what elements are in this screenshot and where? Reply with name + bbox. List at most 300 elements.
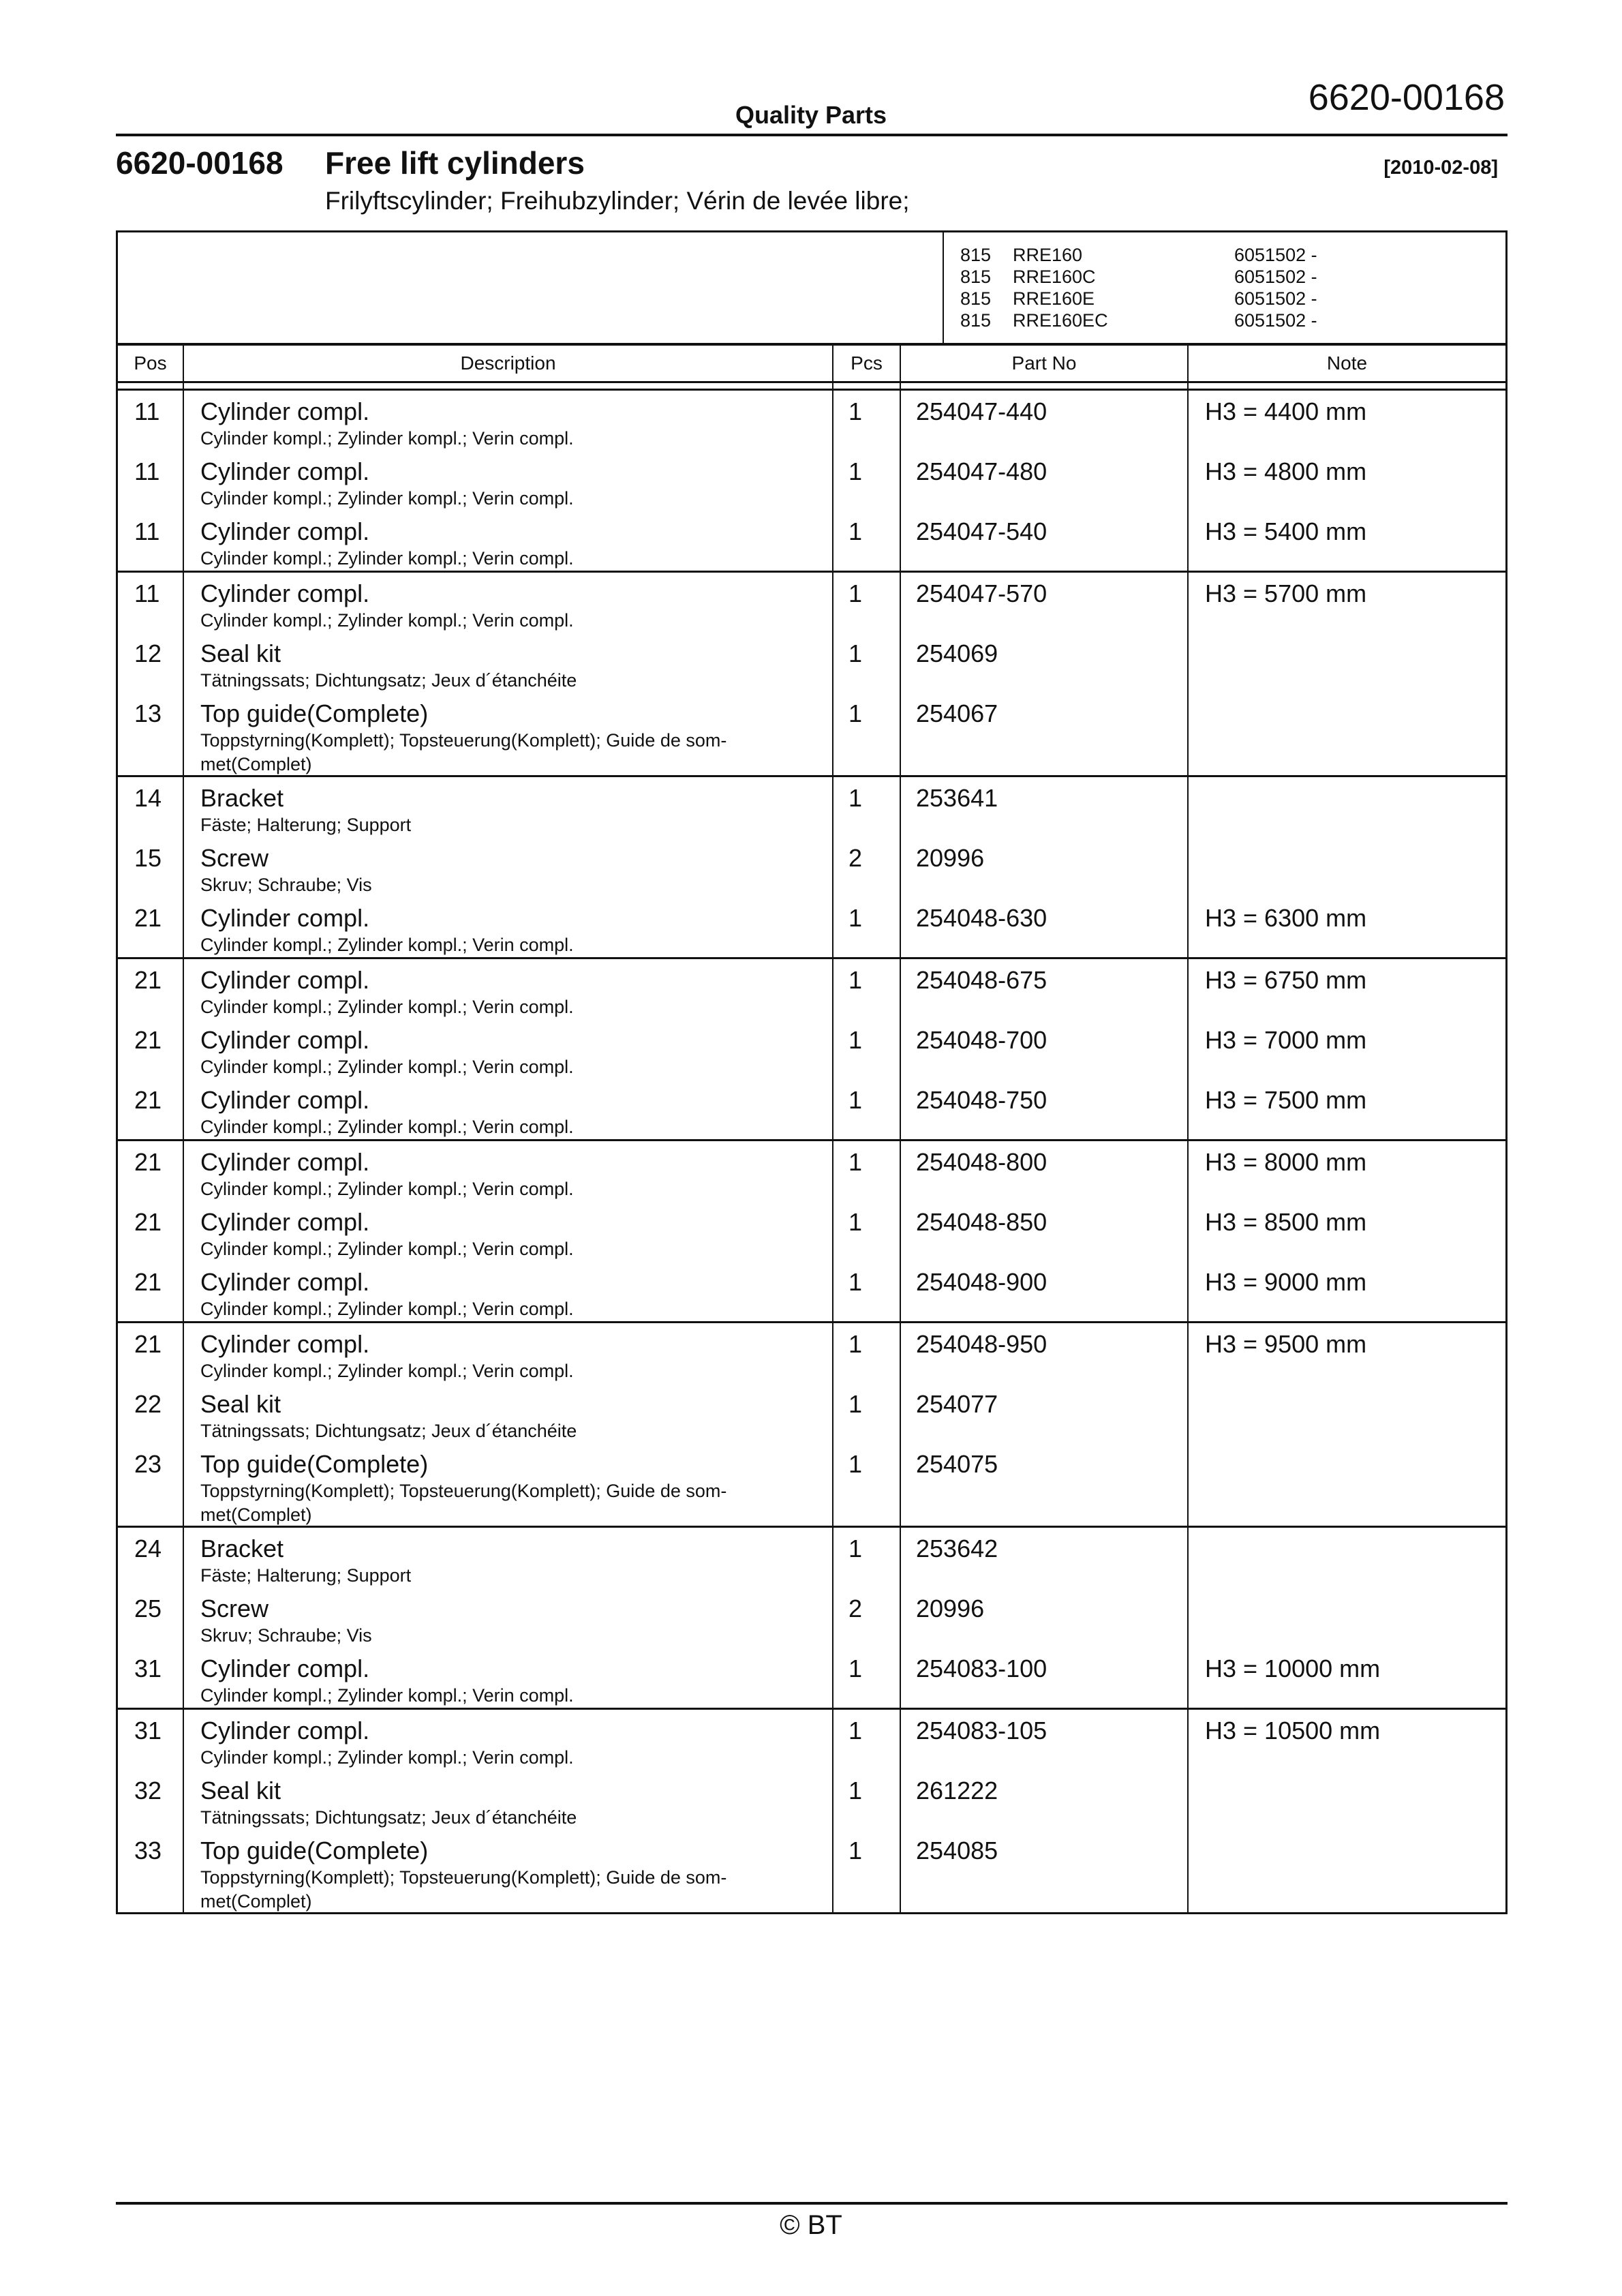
table-row <box>1189 1383 1505 1443</box>
note-value: H3 = 10000 mm <box>1205 1655 1381 1682</box>
part-number: 254067 <box>916 699 998 727</box>
table-row <box>1189 1141 1505 1201</box>
model-row <box>960 309 1317 331</box>
table-row <box>901 1710 1187 1770</box>
table-row <box>118 1323 183 1383</box>
table-row <box>833 1261 900 1321</box>
table-row <box>184 511 832 571</box>
table-header-row <box>118 346 1505 383</box>
column-header-pcs: Pcs <box>833 346 901 381</box>
table-row <box>901 633 1187 693</box>
pcs-cell-column <box>833 777 901 957</box>
table-row <box>1189 1710 1505 1770</box>
part-number: 254048-700 <box>916 1026 1047 1054</box>
description-main: Top guide(Complete) <box>200 699 429 727</box>
model-name: RRE160 <box>1013 245 1083 265</box>
description-main: Screw <box>200 1595 269 1622</box>
model-serial: 6051502 - <box>1234 245 1317 265</box>
table-row <box>833 1648 900 1708</box>
table-row <box>901 451 1187 511</box>
pcs-cell-column <box>833 1710 901 1912</box>
table-row <box>1189 1443 1505 1526</box>
gap-cell <box>1189 383 1505 389</box>
pcs-value: 1 <box>848 784 863 812</box>
model-serial: 6051502 - <box>1234 267 1317 287</box>
table-row <box>833 1710 900 1770</box>
description-translations: Cylinder kompl.; Zylinder kompl.; Verin compl. <box>200 428 574 449</box>
note-cell-column <box>1189 959 1505 1139</box>
part-number: 254048-750 <box>916 1086 1047 1114</box>
part-number: 254047-440 <box>916 397 1047 425</box>
header-title: Quality Parts <box>735 101 887 129</box>
table-row <box>184 1141 832 1201</box>
description-cell-column <box>184 1710 833 1912</box>
description-cell-column <box>184 1528 833 1708</box>
pos-value: 13 <box>134 699 162 727</box>
table-body <box>118 391 1505 1912</box>
note-value: H3 = 6750 mm <box>1205 966 1367 994</box>
table-row <box>901 1261 1187 1321</box>
table-row <box>184 693 832 775</box>
table-row <box>901 511 1187 571</box>
part-number: 254047-540 <box>916 517 1047 545</box>
description-main: Seal kit <box>200 1390 281 1418</box>
table-row <box>833 1141 900 1201</box>
pcs-cell-column <box>833 391 901 571</box>
part-no-cell-column <box>901 573 1189 775</box>
description-main: Bracket <box>200 1535 284 1562</box>
table-row <box>118 1383 183 1443</box>
table-row <box>833 1201 900 1261</box>
note-value: H3 = 5700 mm <box>1205 579 1367 607</box>
description-main: Cylinder compl. <box>200 1330 370 1358</box>
description-main: Cylinder compl. <box>200 397 370 425</box>
model-row <box>960 266 1317 288</box>
pos-value: 11 <box>134 579 160 607</box>
table-row <box>833 777 900 837</box>
pos-value: 25 <box>134 1595 162 1622</box>
model-code: 815 <box>960 310 992 331</box>
table-row <box>901 1141 1187 1201</box>
table-row <box>901 959 1187 1019</box>
description-translations: Cylinder kompl.; Zylinder kompl.; Verin compl. <box>200 610 574 631</box>
table-row <box>1189 1528 1505 1588</box>
pcs-value: 1 <box>848 1148 863 1176</box>
pos-value: 12 <box>134 639 162 667</box>
pcs-value: 1 <box>848 397 863 425</box>
table-row <box>1189 1323 1505 1383</box>
model-code: 815 <box>960 267 992 287</box>
header-double-rule <box>118 383 1505 391</box>
part-number: 254083-105 <box>916 1717 1047 1744</box>
table-row <box>1189 1648 1505 1708</box>
pcs-cell-column <box>833 1528 901 1708</box>
description-translations: Tätningssats; Dichtungsatz; Jeux d´étanchéite <box>200 670 577 691</box>
pos-cell-column <box>118 959 184 1139</box>
pcs-cell-column <box>833 573 901 775</box>
table-row <box>118 897 183 957</box>
note-value: H3 = 10500 mm <box>1205 1717 1381 1744</box>
part-number: 254048-630 <box>916 904 1047 932</box>
description-translations: Cylinder kompl.; Zylinder kompl.; Verin compl. <box>200 1747 574 1768</box>
footer-divider <box>116 2202 1508 2205</box>
pos-value: 21 <box>134 1026 162 1054</box>
table-row <box>118 1019 183 1079</box>
table-row <box>184 959 832 1019</box>
description-main: Bracket <box>200 784 284 812</box>
part-number: 254083-100 <box>916 1655 1047 1682</box>
table-row <box>118 1648 183 1708</box>
table-row <box>1189 1019 1505 1079</box>
part-no-cell-column <box>901 959 1189 1139</box>
part-no-cell-column <box>901 1710 1189 1912</box>
note-value: H3 = 7000 mm <box>1205 1026 1367 1054</box>
table-row <box>184 897 832 957</box>
pcs-value: 1 <box>848 1655 863 1682</box>
table-row <box>833 633 900 693</box>
description-main: Cylinder compl. <box>200 904 370 932</box>
pos-value: 24 <box>134 1535 162 1562</box>
pos-value: 11 <box>134 457 160 485</box>
table-row <box>118 693 183 775</box>
pcs-value: 1 <box>848 1330 863 1358</box>
note-cell-column <box>1189 1323 1505 1526</box>
description-cell-column <box>184 1141 833 1321</box>
table-row <box>901 837 1187 897</box>
part-number: 253642 <box>916 1535 998 1562</box>
pos-value: 15 <box>134 844 162 872</box>
pos-value: 21 <box>134 1208 162 1236</box>
pcs-value: 1 <box>848 1717 863 1744</box>
part-number: 254048-950 <box>916 1330 1047 1358</box>
pos-value: 32 <box>134 1777 162 1804</box>
part-number: 253641 <box>916 784 998 812</box>
part-number: 254048-900 <box>916 1268 1047 1296</box>
description-main: Cylinder compl. <box>200 966 370 994</box>
pcs-value: 1 <box>848 1837 863 1864</box>
description-translations: Cylinder kompl.; Zylinder kompl.; Verin compl. <box>200 1239 574 1259</box>
pos-cell-column <box>118 1323 184 1526</box>
section-number: 6620-00168 <box>116 145 284 181</box>
table-row <box>833 1588 900 1648</box>
note-value: H3 = 9000 mm <box>1205 1268 1367 1296</box>
description-main: Cylinder compl. <box>200 1148 370 1176</box>
pcs-value: 1 <box>848 1086 863 1114</box>
description-cell-column <box>184 1323 833 1526</box>
table-row <box>118 1079 183 1139</box>
table-row <box>833 511 900 571</box>
model-row <box>960 244 1317 266</box>
pos-value: 21 <box>134 1086 162 1114</box>
description-translations: Cylinder kompl.; Zylinder kompl.; Verin compl. <box>200 488 574 509</box>
model-serial: 6051502 - <box>1234 288 1317 309</box>
note-cell-column <box>1189 1528 1505 1708</box>
table-row <box>184 391 832 451</box>
part-number: 254048-850 <box>916 1208 1047 1236</box>
pos-value: 21 <box>134 1148 162 1176</box>
table-row <box>118 777 183 837</box>
table-row <box>833 1079 900 1139</box>
table-row <box>1189 959 1505 1019</box>
table-row <box>184 777 832 837</box>
pcs-value: 1 <box>848 457 863 485</box>
table-row <box>901 391 1187 451</box>
table-row-group <box>118 1528 1505 1710</box>
table-row <box>184 573 832 633</box>
table-row <box>184 837 832 897</box>
table-row <box>118 573 183 633</box>
description-translations: Toppstyrning(Komplett); Topsteuerung(Komplett); Guide de som-met(Complet) <box>200 1481 727 1525</box>
pcs-value: 2 <box>848 844 863 872</box>
part-number: 254048-675 <box>916 966 1047 994</box>
table-row <box>833 837 900 897</box>
pos-value: 31 <box>134 1717 162 1744</box>
table-row <box>184 1323 832 1383</box>
description-translations: Cylinder kompl.; Zylinder kompl.; Verin compl. <box>200 1057 574 1077</box>
pcs-value: 1 <box>848 1535 863 1562</box>
table-row <box>184 1019 832 1079</box>
table-row <box>833 391 900 451</box>
pos-value: 23 <box>134 1450 162 1478</box>
pcs-value: 1 <box>848 639 863 667</box>
part-number: 254085 <box>916 1837 998 1864</box>
table-row <box>833 451 900 511</box>
note-value: H3 = 9500 mm <box>1205 1330 1367 1358</box>
description-cell-column <box>184 777 833 957</box>
table-row <box>1189 1261 1505 1321</box>
description-main: Screw <box>200 844 269 872</box>
table-row <box>833 1383 900 1443</box>
note-cell-column <box>1189 1141 1505 1321</box>
description-main: Cylinder compl. <box>200 1086 370 1114</box>
part-no-cell-column <box>901 391 1189 571</box>
table-row-group <box>118 1323 1505 1528</box>
table-row <box>1189 391 1505 451</box>
part-number: 20996 <box>916 1595 985 1622</box>
table-row <box>184 633 832 693</box>
pos-value: 11 <box>134 397 160 425</box>
pcs-value: 1 <box>848 517 863 545</box>
description-translations: Tätningssats; Dichtungsatz; Jeux d´étanchéite <box>200 1421 577 1441</box>
description-translations: Skruv; Schraube; Vis <box>200 1625 372 1646</box>
table-row <box>184 1383 832 1443</box>
pos-value: 22 <box>134 1390 162 1418</box>
table-row <box>184 1710 832 1770</box>
table-row <box>118 1588 183 1648</box>
table-row <box>118 959 183 1019</box>
table-row <box>1189 511 1505 571</box>
description-main: Cylinder compl. <box>200 579 370 607</box>
part-no-cell-column <box>901 777 1189 957</box>
pcs-value: 1 <box>848 1450 863 1478</box>
column-header-description: Description <box>184 346 833 381</box>
description-translations: Tätningssats; Dichtungsatz; Jeux d´étanchéite <box>200 1807 577 1828</box>
part-no-cell-column <box>901 1141 1189 1321</box>
table-row <box>118 511 183 571</box>
pos-value: 21 <box>134 1330 162 1358</box>
pcs-value: 1 <box>848 1208 863 1236</box>
table-row <box>833 1830 900 1912</box>
pos-value: 21 <box>134 904 162 932</box>
table-row <box>1189 1588 1505 1648</box>
pcs-value: 1 <box>848 1390 863 1418</box>
table-row <box>1189 693 1505 775</box>
table-row <box>184 1201 832 1261</box>
table-row-group <box>118 1141 1505 1323</box>
pcs-cell-column <box>833 1141 901 1321</box>
table-row <box>901 1443 1187 1526</box>
table-row <box>1189 1079 1505 1139</box>
description-main: Cylinder compl. <box>200 1208 370 1236</box>
table-row <box>901 1019 1187 1079</box>
table-row <box>1189 837 1505 897</box>
note-cell-column <box>1189 391 1505 571</box>
description-main: Top guide(Complete) <box>200 1837 429 1864</box>
pcs-value: 1 <box>848 1268 863 1296</box>
part-number: 254075 <box>916 1450 998 1478</box>
table-row <box>118 1830 183 1912</box>
table-row <box>901 573 1187 633</box>
description-cell-column <box>184 959 833 1139</box>
description-main: Cylinder compl. <box>200 517 370 545</box>
table-row <box>184 1648 832 1708</box>
table-row-group <box>118 573 1505 777</box>
description-translations: Fäste; Halterung; Support <box>200 815 412 835</box>
note-value: H3 = 5400 mm <box>1205 517 1367 545</box>
pcs-value: 1 <box>848 904 863 932</box>
table-row <box>901 1201 1187 1261</box>
table-row <box>184 1830 832 1912</box>
table-row <box>1189 451 1505 511</box>
note-cell-column <box>1189 573 1505 775</box>
table-row <box>833 1323 900 1383</box>
pos-cell-column <box>118 391 184 571</box>
table-row-group <box>118 1710 1505 1912</box>
table-row <box>118 1770 183 1830</box>
table-row <box>184 1079 832 1139</box>
table-row <box>118 1201 183 1261</box>
pcs-value: 1 <box>848 1777 863 1804</box>
note-value: H3 = 7500 mm <box>1205 1086 1367 1114</box>
model-row <box>960 288 1317 309</box>
table-row-group <box>118 391 1505 573</box>
table-row <box>1189 633 1505 693</box>
table-row <box>1189 897 1505 957</box>
description-translations: Skruv; Schraube; Vis <box>200 875 372 895</box>
table-row <box>184 1261 832 1321</box>
gap-cell <box>833 383 901 389</box>
description-cell-column <box>184 391 833 571</box>
table-row <box>1189 1830 1505 1912</box>
description-cell-column <box>184 573 833 775</box>
part-number: 254048-800 <box>916 1148 1047 1176</box>
table-row <box>833 959 900 1019</box>
note-cell-column <box>1189 777 1505 957</box>
part-number: 254069 <box>916 639 998 667</box>
model-list <box>960 244 1317 331</box>
table-row <box>184 1770 832 1830</box>
pos-cell-column <box>118 573 184 775</box>
table-row <box>833 897 900 957</box>
note-value: H3 = 4400 mm <box>1205 397 1367 425</box>
table-row <box>833 1528 900 1588</box>
description-translations: Cylinder kompl.; Zylinder kompl.; Verin compl. <box>200 935 574 955</box>
model-code: 815 <box>960 245 992 265</box>
pos-value: 31 <box>134 1655 162 1682</box>
pcs-value: 1 <box>848 966 863 994</box>
description-main: Cylinder compl. <box>200 1026 370 1054</box>
pos-value: 21 <box>134 966 162 994</box>
column-header-note: Note <box>1326 352 1368 374</box>
part-number: 254077 <box>916 1390 998 1418</box>
table-row <box>901 1770 1187 1830</box>
table-row <box>901 693 1187 775</box>
model-name: RRE160E <box>1013 288 1095 309</box>
table-row <box>833 1019 900 1079</box>
table-row <box>1189 1770 1505 1830</box>
column-header-part-no: Part No <box>901 346 1189 381</box>
table-row <box>901 1830 1187 1912</box>
description-main: Cylinder compl. <box>200 457 370 485</box>
table-row <box>184 1588 832 1648</box>
column-header-pos: Pos <box>118 346 184 381</box>
part-no-cell-column <box>901 1528 1189 1708</box>
table-row <box>901 1528 1187 1588</box>
table-row <box>118 837 183 897</box>
table-row <box>833 1443 900 1526</box>
footer-copyright: © BT <box>780 2210 842 2240</box>
model-box-divider <box>943 232 944 343</box>
description-main: Seal kit <box>200 1777 281 1804</box>
model-applicability-box <box>118 232 1505 346</box>
model-serial: 6051502 - <box>1234 310 1317 331</box>
table-row <box>1189 573 1505 633</box>
note-value: H3 = 8500 mm <box>1205 1208 1367 1236</box>
table-row <box>901 1383 1187 1443</box>
description-translations: Cylinder kompl.; Zylinder kompl.; Verin compl. <box>200 1117 574 1137</box>
pcs-value: 1 <box>848 1026 863 1054</box>
table-row <box>833 693 900 775</box>
header-divider <box>116 134 1508 136</box>
description-main: Cylinder compl. <box>200 1655 370 1682</box>
gap-cell <box>184 383 833 389</box>
table-row-group <box>118 777 1505 959</box>
pos-cell-column <box>118 1710 184 1912</box>
table-row <box>901 1588 1187 1648</box>
table-row <box>118 1710 183 1770</box>
table-row <box>118 1261 183 1321</box>
description-translations: Cylinder kompl.; Zylinder kompl.; Verin compl. <box>200 548 574 569</box>
description-translations: Cylinder kompl.; Zylinder kompl.; Verin compl. <box>200 1685 574 1706</box>
pcs-cell-column <box>833 1323 901 1526</box>
table-row <box>901 1079 1187 1139</box>
pos-cell-column <box>118 1528 184 1708</box>
pos-value: 33 <box>134 1837 162 1864</box>
description-translations: Cylinder kompl.; Zylinder kompl.; Verin compl. <box>200 1299 574 1319</box>
table-row <box>118 391 183 451</box>
note-cell-column <box>1189 1710 1505 1912</box>
table-row <box>118 1528 183 1588</box>
table-row <box>118 451 183 511</box>
table-row <box>118 1141 183 1201</box>
header-doc-number: 6620-00168 <box>1308 77 1505 118</box>
note-value: H3 = 4800 mm <box>1205 457 1367 485</box>
description-main: Cylinder compl. <box>200 1717 370 1744</box>
part-number: 20996 <box>916 844 985 872</box>
description-translations: Cylinder kompl.; Zylinder kompl.; Verin compl. <box>200 1179 574 1199</box>
pcs-value: 2 <box>848 1595 863 1622</box>
gap-cell <box>901 383 1189 389</box>
